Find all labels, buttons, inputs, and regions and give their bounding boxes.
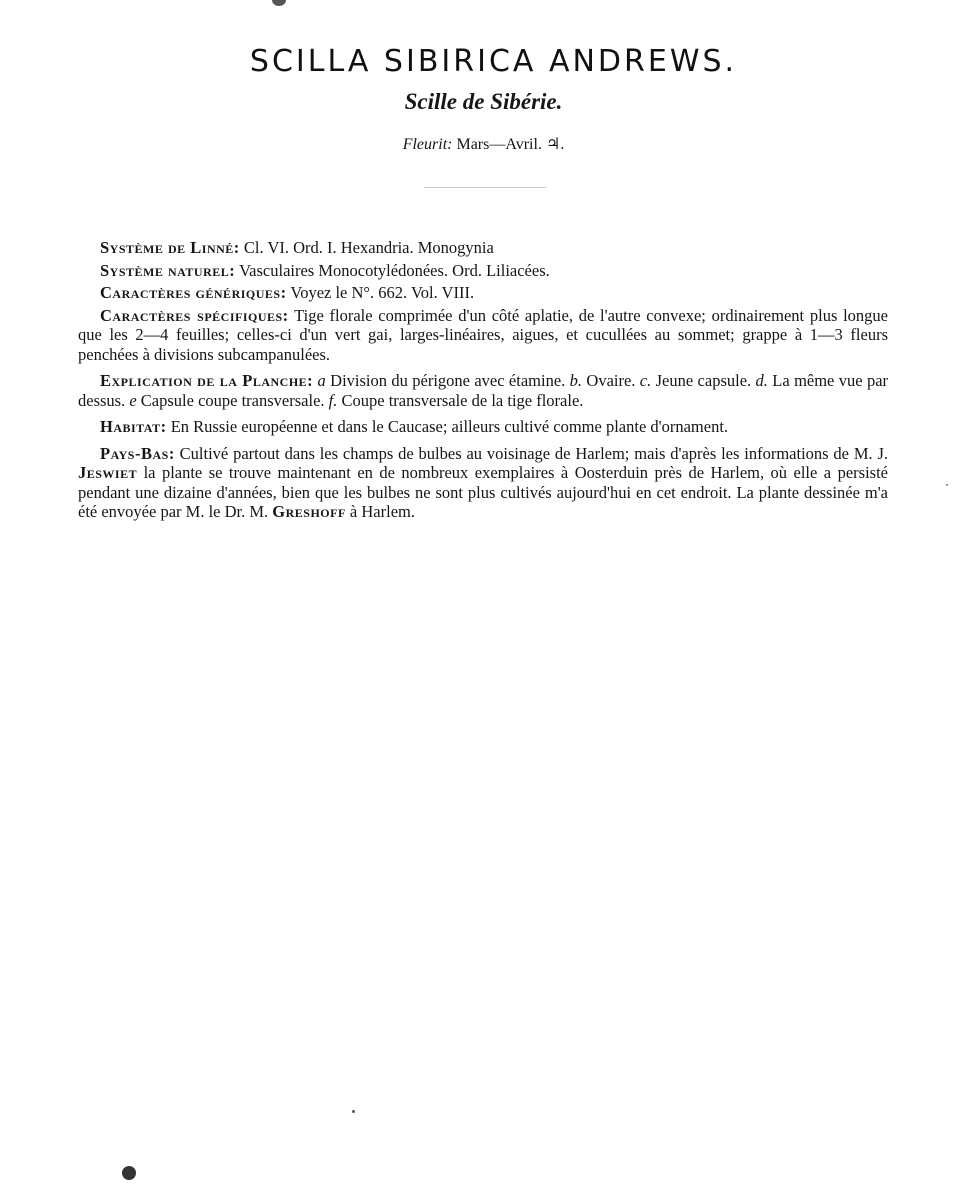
speck [946,484,948,486]
flowering-value: Mars—Avril. ♃. [456,136,565,153]
text-naturel: Vasculaires Monocotylédonées. Ord. Liliacées. [235,260,550,280]
ink-blot [122,1166,136,1180]
heading-explication: Explication de la Planche: [100,371,314,390]
text-specifiques: Tige florale comprimée d'un côté aplatie, de l'autre convexe; ordinairement plus longue que les 2—4 feuilles; celles-ci d'un vert gai, larges-linéaires, aigues, et cucullées au sommet; grappe à 1—3 fleurs penchées à divisions subcampanulées. [78,305,888,364]
text-explication-1: Division du périgone avec étamine. [325,371,570,390]
heading-habitat: Habitat: [100,417,167,436]
text-paysbas-1: Cultivé partout dans les champs de bulbes au voisinage de Harlem; mais d'après les informations de M. J. [174,443,888,463]
text-explication-2: Ovaire. [582,371,640,390]
heading-specifiques: Caractères spécifiques: [100,305,289,325]
text-habitat: En Russie européenne et dans le Caucase; ailleurs cultivé comme plante d'ornament. [166,417,729,436]
label-e: e [129,390,137,410]
paragraph-naturel [78,261,888,281]
person-name-greshoff: Greshoff [272,502,346,521]
text-generiques: Voyez le N°. 662. Vol. VIII. [286,283,475,302]
label-f: f. [328,390,338,410]
flowering-label: Fleurit: [402,136,453,153]
page-subtitle: Scille de Sibérie. [404,89,563,114]
paragraph-specifiques [78,306,888,365]
divider [424,187,546,188]
paragraph-linne [78,238,888,258]
text-explication-3: Jeune capsule. [651,371,756,390]
text-linne: Cl. VI. Ord. I. Hexandria. Monogynia [239,238,494,257]
text-explication-5: Capsule coupe transversale. [136,390,329,410]
heading-naturel: Système naturel: [100,260,236,280]
paragraph-paysbas [78,444,888,522]
text-explication-4: La même vue par dessus. [78,371,889,410]
description-body [78,238,888,529]
paragraph-generiques [78,283,888,303]
ink-blot [272,0,286,6]
flowering-line [0,134,967,154]
text-paysbas-2: la plante se trouve maintenant en de nombreux exemplaires à Oosterduin près de Harlem, où elle a persisté pendant une dizaine d'années, bien que les bulbes ne sont plus cultivés aujourd'hui en cet endroit. La plante dessinée m'a été envoyée par M. le Dr. M. [78,463,888,521]
label-a: a [313,371,326,390]
label-c: c. [639,371,652,390]
speck [352,1110,355,1113]
person-name-jeswiet: Jeswiet [78,463,138,482]
paragraph-habitat [78,417,888,437]
heading-generiques: Caractères génériques: [100,283,287,302]
text-paysbas-3: à Harlem. [345,502,415,521]
heading-paysbas: Pays-Bas: [100,443,175,463]
heading-linne: Système de Linné: [100,238,240,257]
page-title: SCILLA SIBIRICA ANDREWS. [249,44,738,79]
paragraph-explication [78,371,888,410]
label-d: d. [755,371,768,390]
label-b: b. [569,371,583,390]
text-explication-6: Coupe transversale de la tige florale. [337,390,584,410]
